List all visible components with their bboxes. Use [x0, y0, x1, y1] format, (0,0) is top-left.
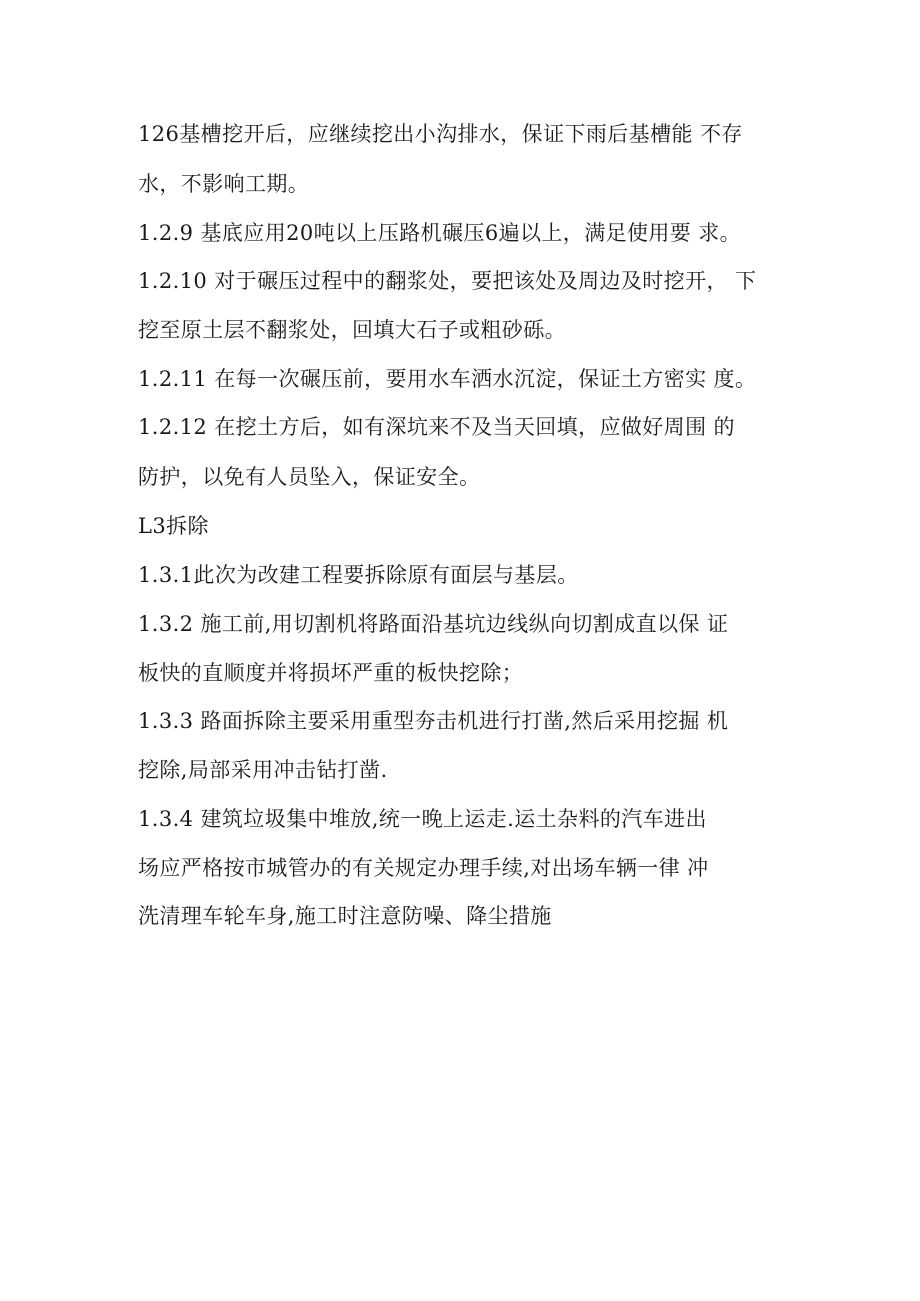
text-line-1: 126基槽挖开后，应继续挖出小沟排水，保证下雨后基槽能 不存: [138, 122, 743, 146]
text-line-17: 洗清理车轮车身,施工时注意防噪、降尘措施: [138, 904, 552, 928]
text-line-11: 1.3.2 施工前,用切割机将路面沿基坑边线纵向切割成直以保 证: [138, 612, 729, 636]
text-line-7: 1.2.12 在挖土方后，如有深坑来不及当天回填，应做好周围 的: [138, 415, 735, 439]
text-line-16: 场应严格按市城管办的有关规定办理手续,对出场车辆一律 冲: [138, 856, 709, 880]
text-line-14: 挖除,局部采用冲击钻打凿.: [138, 758, 388, 782]
text-line-2: 水，不影响工期。: [138, 172, 310, 196]
text-line-15: 1.3.4 建筑垃圾集中堆放,统一晚上运走.运土杂料的汽车进出: [138, 807, 707, 831]
text-line-6: 1.2.11 在每一次碾压前，要用水车洒水沉淀，保证土方密实 度。: [138, 367, 757, 391]
text-line-10: 1.3.1此次为改建工程要拆除原有面层与基层。: [138, 563, 579, 587]
section-heading: L3拆除: [138, 514, 209, 538]
text-line-3: 1.2.9 基底应用20吨以上压路机碾压6遍以上，满足使用要 求。: [138, 221, 742, 245]
text-line-13: 1.3.3 路面拆除主要采用重型夯击机进行打凿,然后采用挖掘 机: [138, 709, 729, 733]
text-line-8: 防护，以免有人员坠入，保证安全。: [138, 465, 481, 489]
text-line-5: 挖至原土层不翻浆处，回填大石子或粗砂砾。: [138, 318, 566, 342]
text-line-4: 1.2.10 对于碾压过程中的翻浆处，要把该处及周边及时挖开， 下: [138, 269, 757, 293]
text-line-12: 板快的直顺度并将损坏严重的板快挖除；: [138, 661, 524, 685]
